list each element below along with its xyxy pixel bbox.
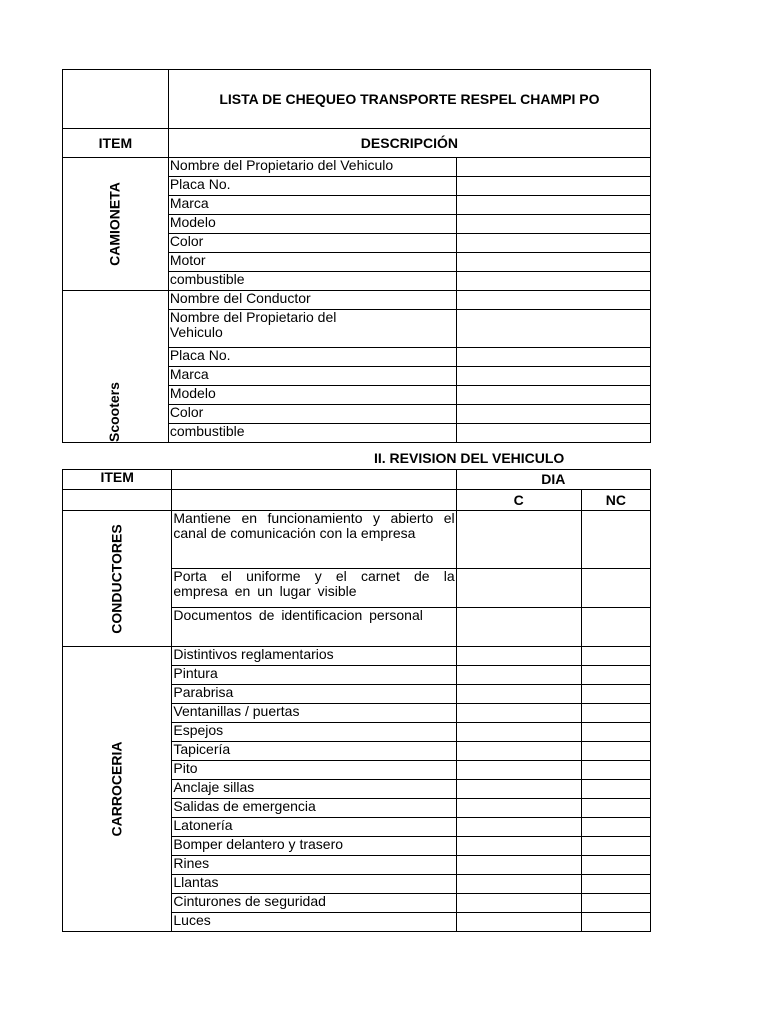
nc-check-cell[interactable] — [581, 569, 650, 608]
carroceria-label: CARROCERIA — [63, 647, 172, 932]
list-item: Nombre del Propietario del Vehiculo — [168, 310, 456, 348]
c-check-cell[interactable] — [456, 799, 581, 818]
value-cell[interactable] — [456, 424, 650, 443]
nc-check-cell[interactable] — [581, 704, 650, 723]
nc-check-cell[interactable] — [581, 685, 650, 704]
c-check-cell[interactable] — [456, 511, 581, 569]
value-cell[interactable] — [456, 348, 650, 367]
list-item: Llantas — [172, 875, 456, 894]
list-item: Marca — [168, 367, 456, 386]
value-cell[interactable] — [456, 253, 650, 272]
c-check-cell[interactable] — [456, 818, 581, 837]
list-item: Placa No. — [168, 177, 456, 196]
blank-subheader — [172, 490, 456, 511]
value-cell[interactable] — [456, 177, 650, 196]
c-check-cell[interactable] — [456, 647, 581, 666]
c-check-cell[interactable] — [456, 723, 581, 742]
c-check-cell[interactable] — [456, 894, 581, 913]
c-check-cell[interactable] — [456, 608, 581, 647]
list-item: Cinturones de seguridad — [172, 894, 456, 913]
nc-check-cell[interactable] — [581, 511, 650, 569]
item-header: ITEM — [63, 470, 172, 490]
section-title: II. REVISION DEL VEHICULO — [374, 450, 565, 466]
revision-table — [62, 469, 651, 932]
c-check-cell[interactable] — [456, 685, 581, 704]
nc-check-cell[interactable] — [581, 780, 650, 799]
c-check-cell[interactable] — [456, 666, 581, 685]
list-item: Mantiene en funcionamiento y abierto el canal de comunicación con la empresa — [172, 511, 456, 569]
list-item: Parabrisa — [172, 685, 456, 704]
title-corner-cell — [63, 70, 169, 129]
list-item: Color — [168, 234, 456, 253]
vehicle-info-table — [62, 69, 651, 443]
list-item: Motor — [168, 253, 456, 272]
c-check-cell[interactable] — [456, 704, 581, 723]
blank-header — [172, 470, 456, 490]
value-cell[interactable] — [456, 367, 650, 386]
camioneta-label: CAMIONETA — [63, 158, 169, 291]
list-item: Pito — [172, 761, 456, 780]
nc-check-cell[interactable] — [581, 818, 650, 837]
c-check-cell[interactable] — [456, 913, 581, 932]
value-cell[interactable] — [456, 196, 650, 215]
c-header: C — [456, 490, 581, 511]
list-item: Distintivos reglamentarios — [172, 647, 456, 666]
c-check-cell[interactable] — [456, 569, 581, 608]
c-check-cell[interactable] — [456, 856, 581, 875]
value-cell[interactable] — [456, 215, 650, 234]
conductores-label: CONDUCTORES — [63, 511, 172, 647]
list-item: Documentos de identificacion personal — [172, 608, 456, 647]
dia-header: DIA — [456, 470, 650, 490]
item-header-continuation — [63, 490, 172, 511]
list-item: Marca — [168, 196, 456, 215]
list-item: Placa No. — [168, 348, 456, 367]
list-item: Pintura — [172, 666, 456, 685]
list-item: Bomper delantero y trasero — [172, 837, 456, 856]
item-header: ITEM — [63, 129, 169, 158]
nc-check-cell[interactable] — [581, 647, 650, 666]
value-cell[interactable] — [456, 272, 650, 291]
value-cell[interactable] — [456, 234, 650, 253]
list-item: Ventanillas / puertas — [172, 704, 456, 723]
list-item: Tapicería — [172, 742, 456, 761]
list-item: combustible — [168, 424, 456, 443]
value-cell[interactable] — [456, 291, 650, 310]
list-item: Modelo — [168, 215, 456, 234]
list-item: Salidas de emergencia — [172, 799, 456, 818]
nc-check-cell[interactable] — [581, 761, 650, 780]
list-item: combustible — [168, 272, 456, 291]
list-item: Nombre del Propietario del Vehiculo — [168, 158, 456, 177]
c-check-cell[interactable] — [456, 742, 581, 761]
list-item: Porta el uniforme y el carnet de la empresa en un lugar visible — [172, 569, 456, 608]
list-item: Anclaje sillas — [172, 780, 456, 799]
page-title: LISTA DE CHEQUEO TRANSPORTE RESPEL CHAMPI PO — [168, 70, 650, 129]
nc-check-cell[interactable] — [581, 875, 650, 894]
nc-check-cell[interactable] — [581, 742, 650, 761]
c-check-cell[interactable] — [456, 761, 581, 780]
value-cell[interactable] — [456, 158, 650, 177]
value-cell[interactable] — [456, 310, 650, 348]
nc-check-cell[interactable] — [581, 608, 650, 647]
nc-check-cell[interactable] — [581, 837, 650, 856]
nc-check-cell[interactable] — [581, 723, 650, 742]
list-item: Luces — [172, 913, 456, 932]
value-cell[interactable] — [456, 405, 650, 424]
scooters-label: Scooters — [63, 291, 169, 443]
nc-check-cell[interactable] — [581, 856, 650, 875]
list-item: Rines — [172, 856, 456, 875]
list-item: Color — [168, 405, 456, 424]
nc-header: NC — [581, 490, 650, 511]
c-check-cell[interactable] — [456, 837, 581, 856]
list-item: Espejos — [172, 723, 456, 742]
value-cell[interactable] — [456, 386, 650, 405]
list-item: Latonería — [172, 818, 456, 837]
description-header: DESCRIPCIÓN — [168, 129, 650, 158]
nc-check-cell[interactable] — [581, 913, 650, 932]
list-item: Modelo — [168, 386, 456, 405]
nc-check-cell[interactable] — [581, 799, 650, 818]
c-check-cell[interactable] — [456, 780, 581, 799]
list-item: Nombre del Conductor — [168, 291, 456, 310]
nc-check-cell[interactable] — [581, 894, 650, 913]
c-check-cell[interactable] — [456, 875, 581, 894]
nc-check-cell[interactable] — [581, 666, 650, 685]
